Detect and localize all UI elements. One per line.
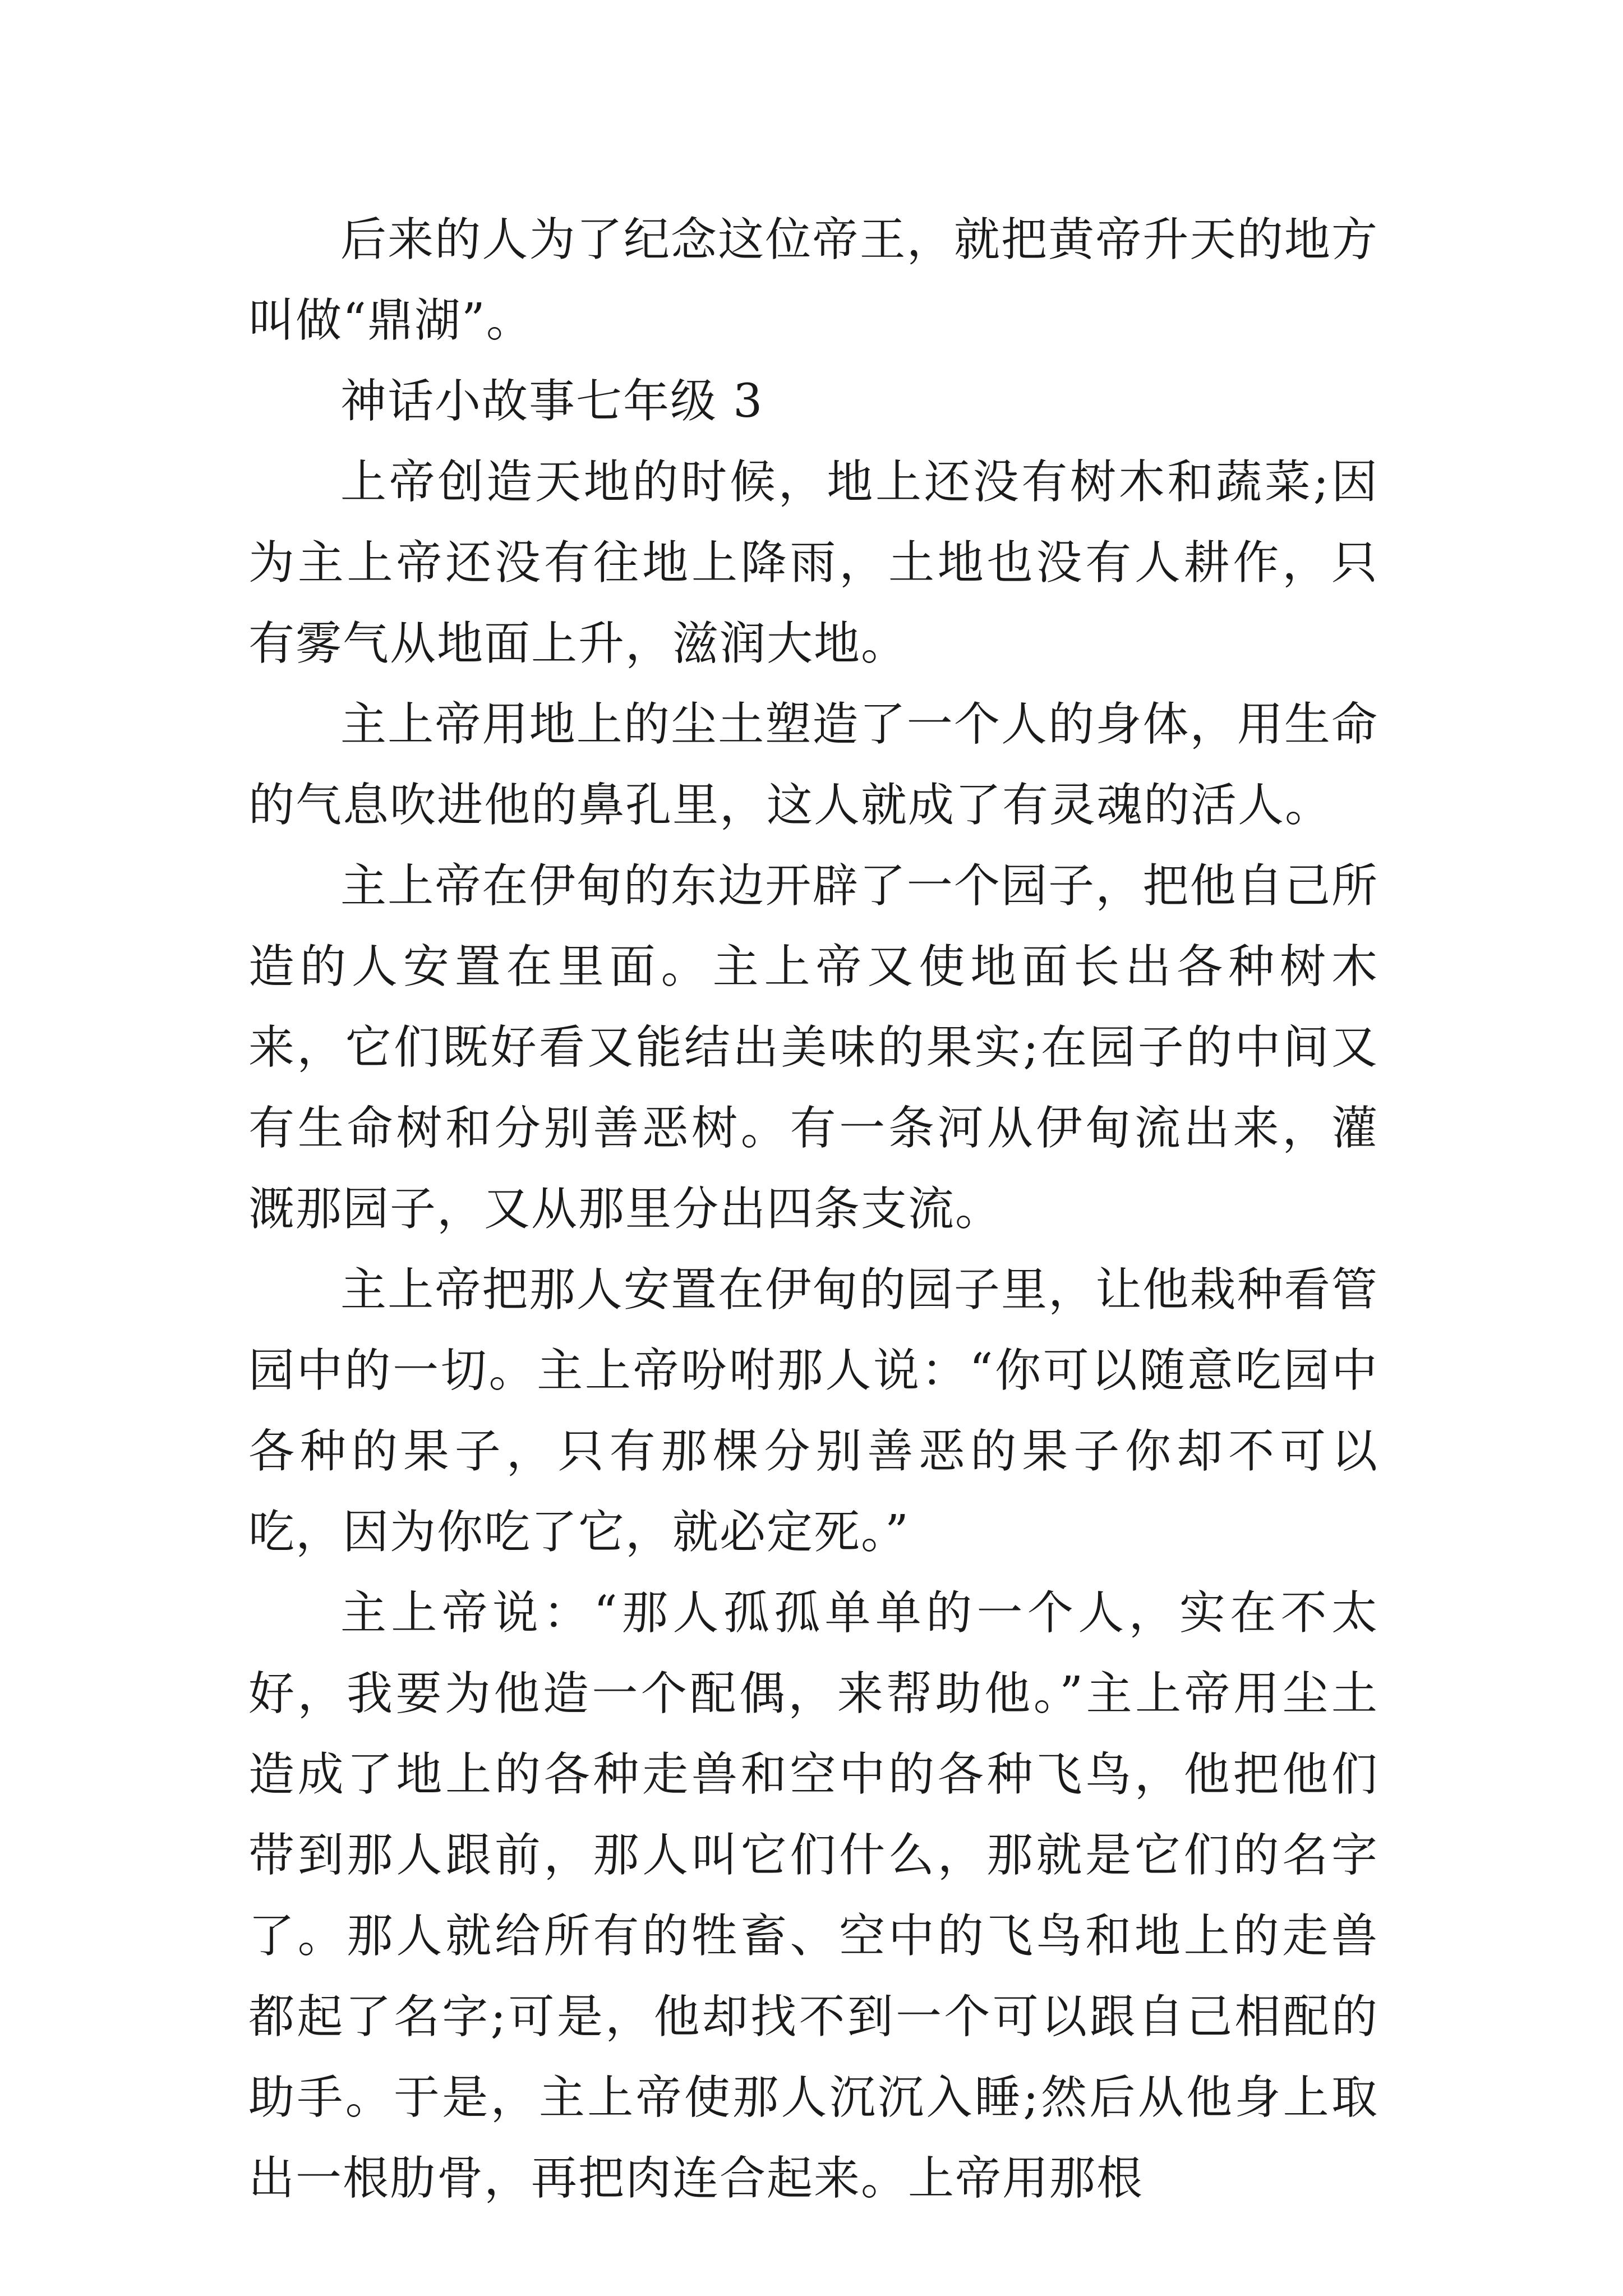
paragraph-3: 主上帝用地上的尘土塑造了一个人的身体，用生命的气息吹进他的鼻孔里，这人就成了有灵魂的活人。 bbox=[248, 698, 1378, 832]
paragraph-6: 主上帝说：“那人孤孤单单的一个人，实在不太好，我要为他造一个配偶，来帮助他。”主上帝用尘土造成了地上的各种走兽和空中的各种飞鸟，他把他们带到那人跟前，那人叫它们什么，那就是它们的名字了。那人就给所有的牲畜、空中的飞鸟和地上的走兽都起了名字;可是，他却找不到一个可以跟自己相配的助手。于是，主上帝使那人沉沉入睡;然后从他身上取出一根肋骨，再把肉连合起来。上帝用那根 bbox=[248, 1586, 1378, 2205]
paragraph-2: 上帝创造天地的时候，地上还没有树木和蔬菜;因为主上帝还没有往地上降雨，土地也没有人耕作，只有雾气从地面上升，滋润大地。 bbox=[248, 455, 1378, 670]
paragraph-1: 后来的人为了纪念这位帝王，就把黄帝升天的地方叫做“鼎湖”。 bbox=[248, 213, 1378, 347]
section-heading: 神话小故事七年级 3 bbox=[340, 375, 764, 428]
document-body bbox=[248, 200, 1378, 2219]
paragraph-4: 主上帝在伊甸的东边开辟了一个园子，把他自己所造的人安置在里面。主上帝又使地面长出各种树木来，它们既好看又能结出美味的果实;在园子的中间又有生命树和分别善恶树。有一条河从伊甸流出来，灌溉那园子，又从那里分出四条支流。 bbox=[248, 859, 1378, 1236]
paragraph-5: 主上帝把那人安置在伊甸的园子里，让他栽种看管园中的一切。主上帝吩咐那人说：“你可以随意吃园中各种的果子，只有那棵分别善恶的果子你却不可以吃，因为你吃了它，就必定死。” bbox=[248, 1263, 1378, 1559]
